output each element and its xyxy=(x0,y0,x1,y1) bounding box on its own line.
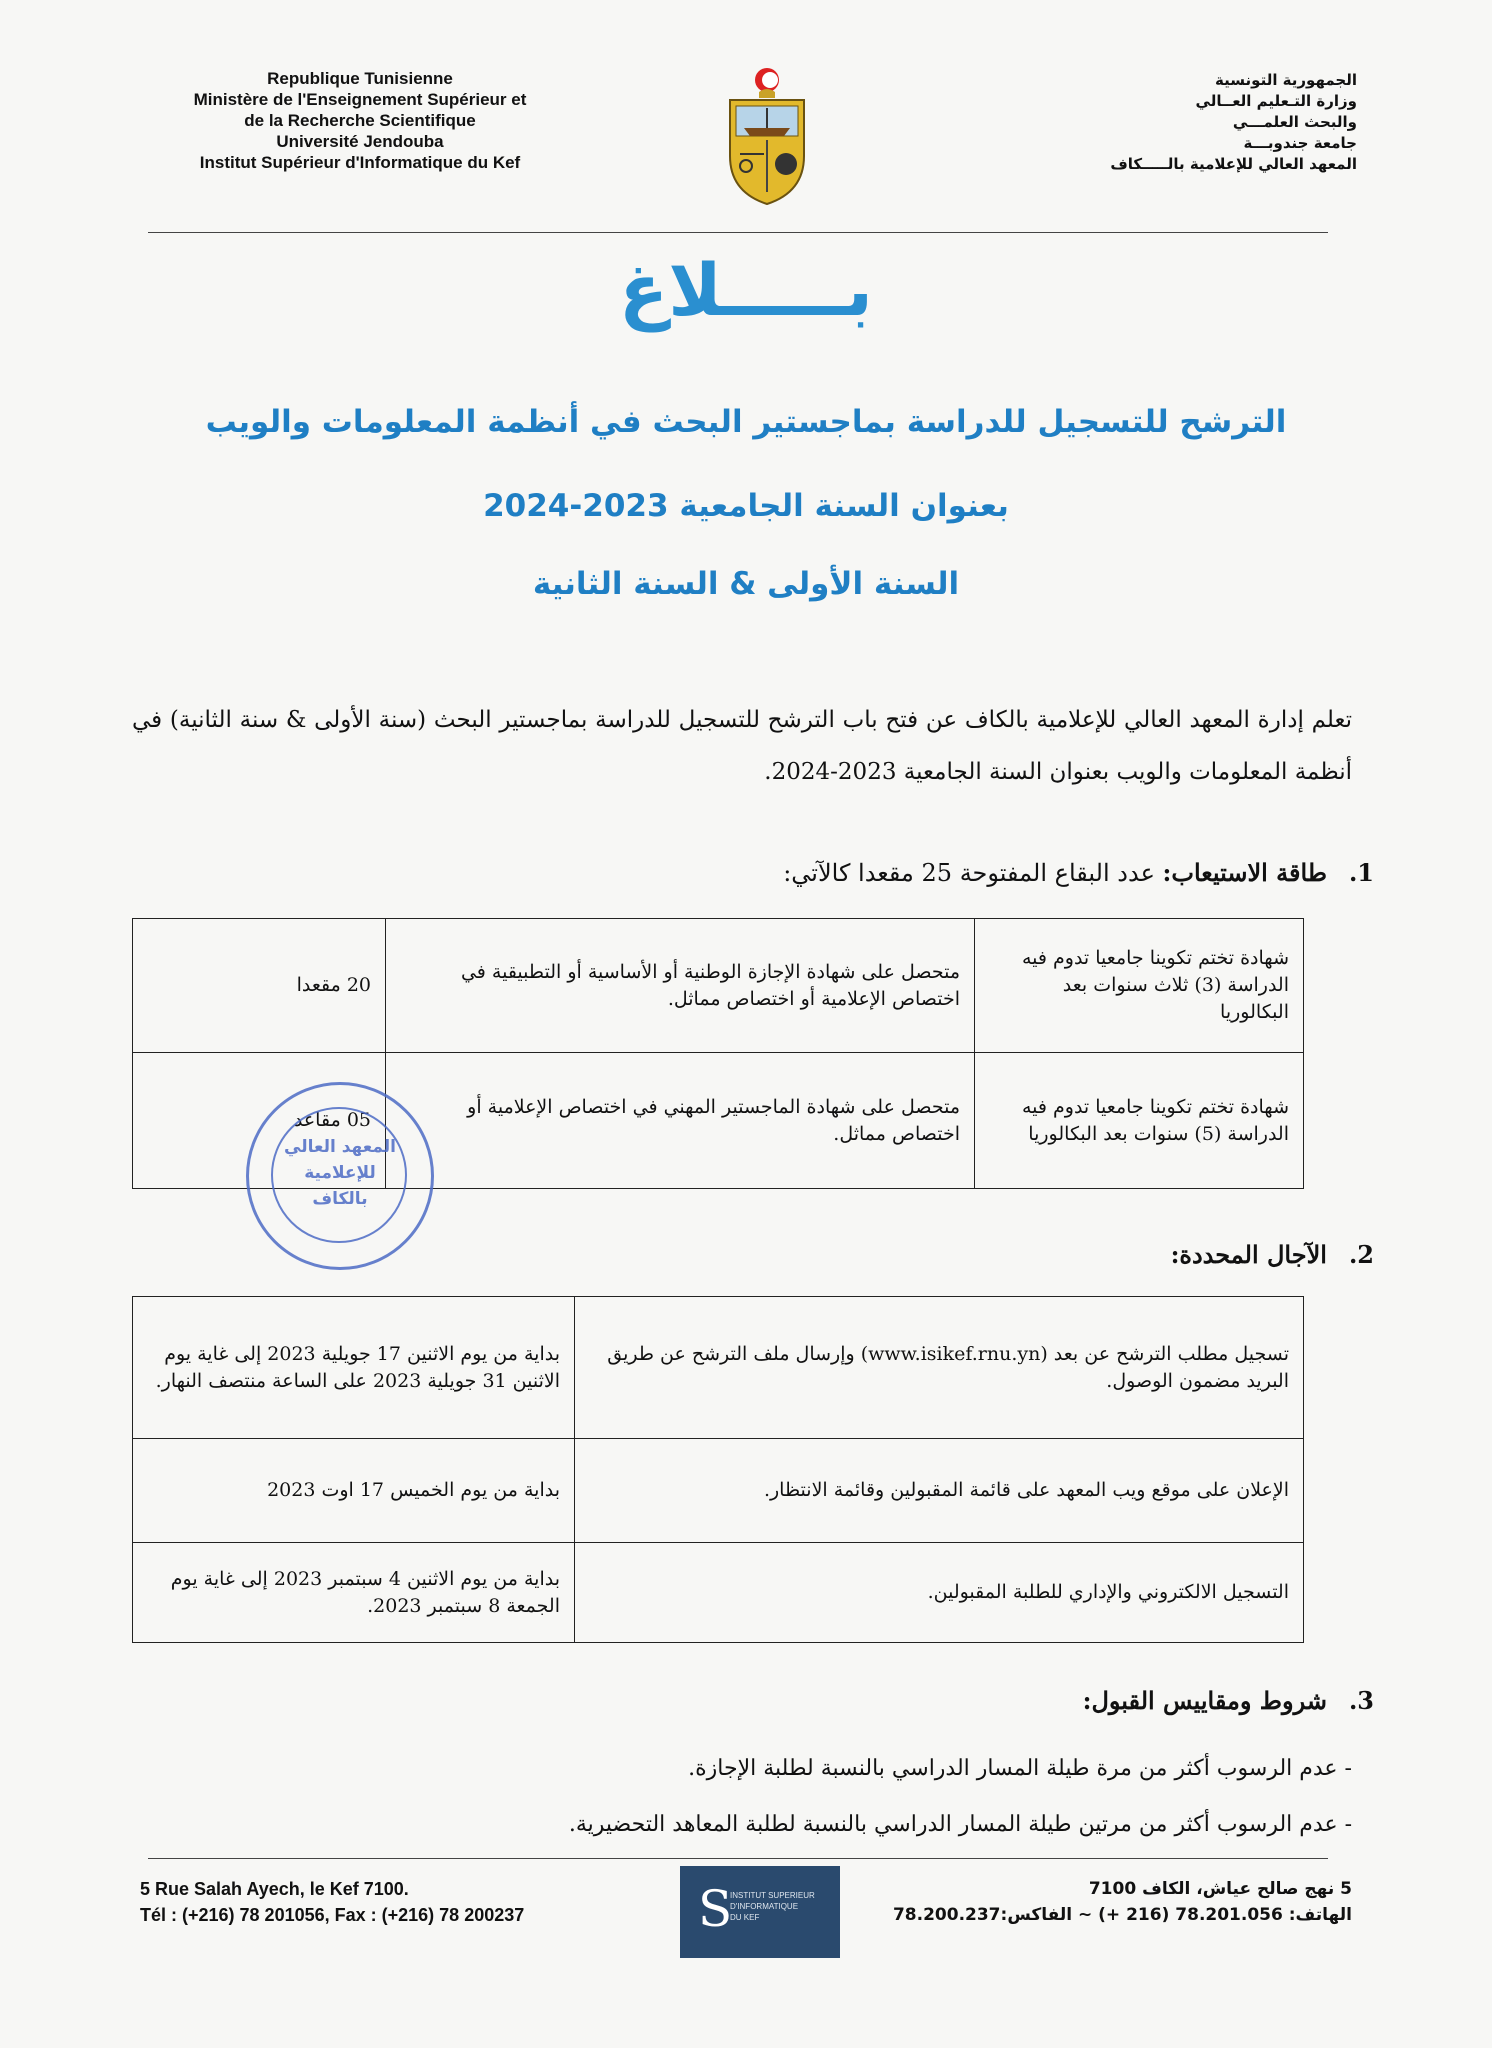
header-fr-line: Institut Supérieur d'Informatique du Kef xyxy=(199,153,521,172)
condition-cell: متحصل على شهادة الإجازة الوطنية أو الأساسية أو التطبيقية في اختصاص الإعلامية أو اختصاص مماثل. xyxy=(386,919,975,1053)
header-arabic-block xyxy=(1027,70,1357,175)
action-cell: الإعلان على موقع ويب المعهد على قائمة المقبولين وقائمة الانتظار. xyxy=(575,1439,1304,1543)
institute-stamp xyxy=(246,1082,434,1270)
stamp-text: للإعلامية xyxy=(304,1163,376,1183)
logo-letter: S xyxy=(698,1880,733,1938)
header-fr-line: de la Recherche Scientifique xyxy=(244,111,476,130)
header-ar-line: والبحث العلمـــي xyxy=(1232,113,1357,131)
header-fr-line: Université Jendouba xyxy=(276,132,444,151)
header-ar-line: المعهد العالي للإعلامية بالـــــكاف xyxy=(1110,155,1357,173)
section-heading: شروط ومقاييس القبول: xyxy=(1082,1686,1327,1715)
section-capacity-heading xyxy=(783,858,1374,887)
condition-cell: متحصل على شهادة الماجستير المهني في اختصاص الإعلامية أو اختصاص مماثل. xyxy=(386,1053,975,1189)
coat-of-arms-emblem xyxy=(722,66,812,206)
action-cell: التسجيل الالكتروني والإداري للطلبة المقبولين. xyxy=(575,1543,1304,1643)
section-number: 1. xyxy=(1348,858,1374,887)
stamp-text: بالكاف xyxy=(312,1189,368,1209)
header-ar-line: الجمهورية التونسية xyxy=(1215,71,1357,89)
section-deadlines-heading xyxy=(1171,1240,1374,1269)
footer-french xyxy=(140,1876,524,1928)
diploma-cell: شهادة تختم تكوينا جامعيا تدوم فيه الدراسة (3) ثلاث سنوات بعد البكالوريا xyxy=(975,919,1304,1053)
table-row xyxy=(133,1543,1304,1643)
subtitle-years: السنة الأولى & السنة الثانية xyxy=(532,566,960,602)
header-fr-line: Republique Tunisienne xyxy=(267,69,453,88)
footer-phone: الهاتف: 78.201.056 (216 +) ~ الفاكس:78.200.237 xyxy=(892,1905,1352,1925)
footer-address: 5 Rue Salah Ayech, le Kef 7100. xyxy=(140,1879,409,1899)
date-cell: بداية من يوم الخميس 17 اوت 2023 xyxy=(133,1439,575,1543)
footer-divider xyxy=(148,1858,1328,1859)
section-heading: طاقة الاستيعاب: xyxy=(1162,858,1327,887)
subtitle-program: الترشح للتسجيل للدراسة بماجستير البحث في أنظمة المعلومات والويب xyxy=(205,404,1287,440)
deadlines-table xyxy=(132,1296,1304,1643)
date-cell: بداية من يوم الاثنين 4 سبتمبر 2023 إلى غاية يوم الجمعة 8 سبتمبر 2023. xyxy=(133,1543,575,1643)
header-fr-line: Ministère de l'Enseignement Supérieur et xyxy=(193,90,527,109)
table-row xyxy=(133,919,1304,1053)
header-ar-line: جامعة جندوبـــة xyxy=(1243,134,1357,152)
header-ar-line: وزارة التـعليم العــالي xyxy=(1195,92,1357,110)
section-conditions-heading xyxy=(1083,1686,1374,1715)
condition-bullet: - عدم الرسوب أكثر من مرة طيلة المسار الدراسي بالنسبة لطلبة الإجازة. xyxy=(688,1756,1352,1781)
section-number: 3. xyxy=(1348,1686,1374,1715)
stamp-text: المعهد العالي xyxy=(284,1137,396,1157)
footer-phone: Tél : (+216) 78 201056, Fax : (+216) 78 200237 xyxy=(140,1905,525,1925)
seats-cell: 20 مقعدا xyxy=(133,919,386,1053)
announcement-title: بـــــلاغ xyxy=(619,248,873,332)
condition-bullet: - عدم الرسوب أكثر من مرتين طيلة المسار الدراسي بالنسبة لطلبة المعاهد التحضيرية. xyxy=(568,1812,1352,1837)
institute-logo xyxy=(680,1866,840,1958)
diploma-cell: شهادة تختم تكوينا جامعيا تدوم فيه الدراسة (5) سنوات بعد البكالوريا xyxy=(975,1053,1304,1189)
date-cell: بداية من يوم الاثنين 17 جويلية 2023 إلى غاية يوم الاثنين 31 جويلية 2023 على الساعة منتصف النهار. xyxy=(133,1297,575,1439)
section-heading: الآجال المحددة: xyxy=(1170,1240,1327,1269)
header-divider xyxy=(148,232,1328,233)
action-cell: تسجيل مطلب الترشح عن بعد (www.isikef.rnu.yn) وإرسال ملف الترشح عن طريق البريد مضمون الوصول. xyxy=(575,1297,1304,1439)
table-row xyxy=(133,1297,1304,1439)
footer-arabic xyxy=(893,1876,1352,1928)
table-row xyxy=(133,1439,1304,1543)
subtitle-academic-year: بعنوان السنة الجامعية 2023-2024 xyxy=(483,488,1009,524)
section-number: 2. xyxy=(1348,1240,1374,1269)
section-text: عدد البقاع المفتوحة 25 مقعدا كالآتي: xyxy=(783,859,1163,887)
header-french-block xyxy=(140,68,580,173)
logo-text: D'INFORMATIQUE xyxy=(730,1902,799,1911)
footer-address: 5 نهج صالح عياش، الكاف 7100 xyxy=(1088,1879,1352,1899)
logo-text: DU KEF xyxy=(730,1913,760,1922)
seats-cell: 05 مقاعد xyxy=(133,1053,386,1189)
intro-paragraph: تعلم إدارة المعهد العالي للإعلامية بالكاف عن فتح باب الترشح للتسجيل للدراسة بماجستير البحث (سنة الأولى & سنة الثانية) في أنظمة المعلومات والويب بعنوان السنة الجامعية 2023-2024. xyxy=(132,707,1352,785)
logo-text: INSTITUT SUPERIEUR xyxy=(730,1891,815,1900)
